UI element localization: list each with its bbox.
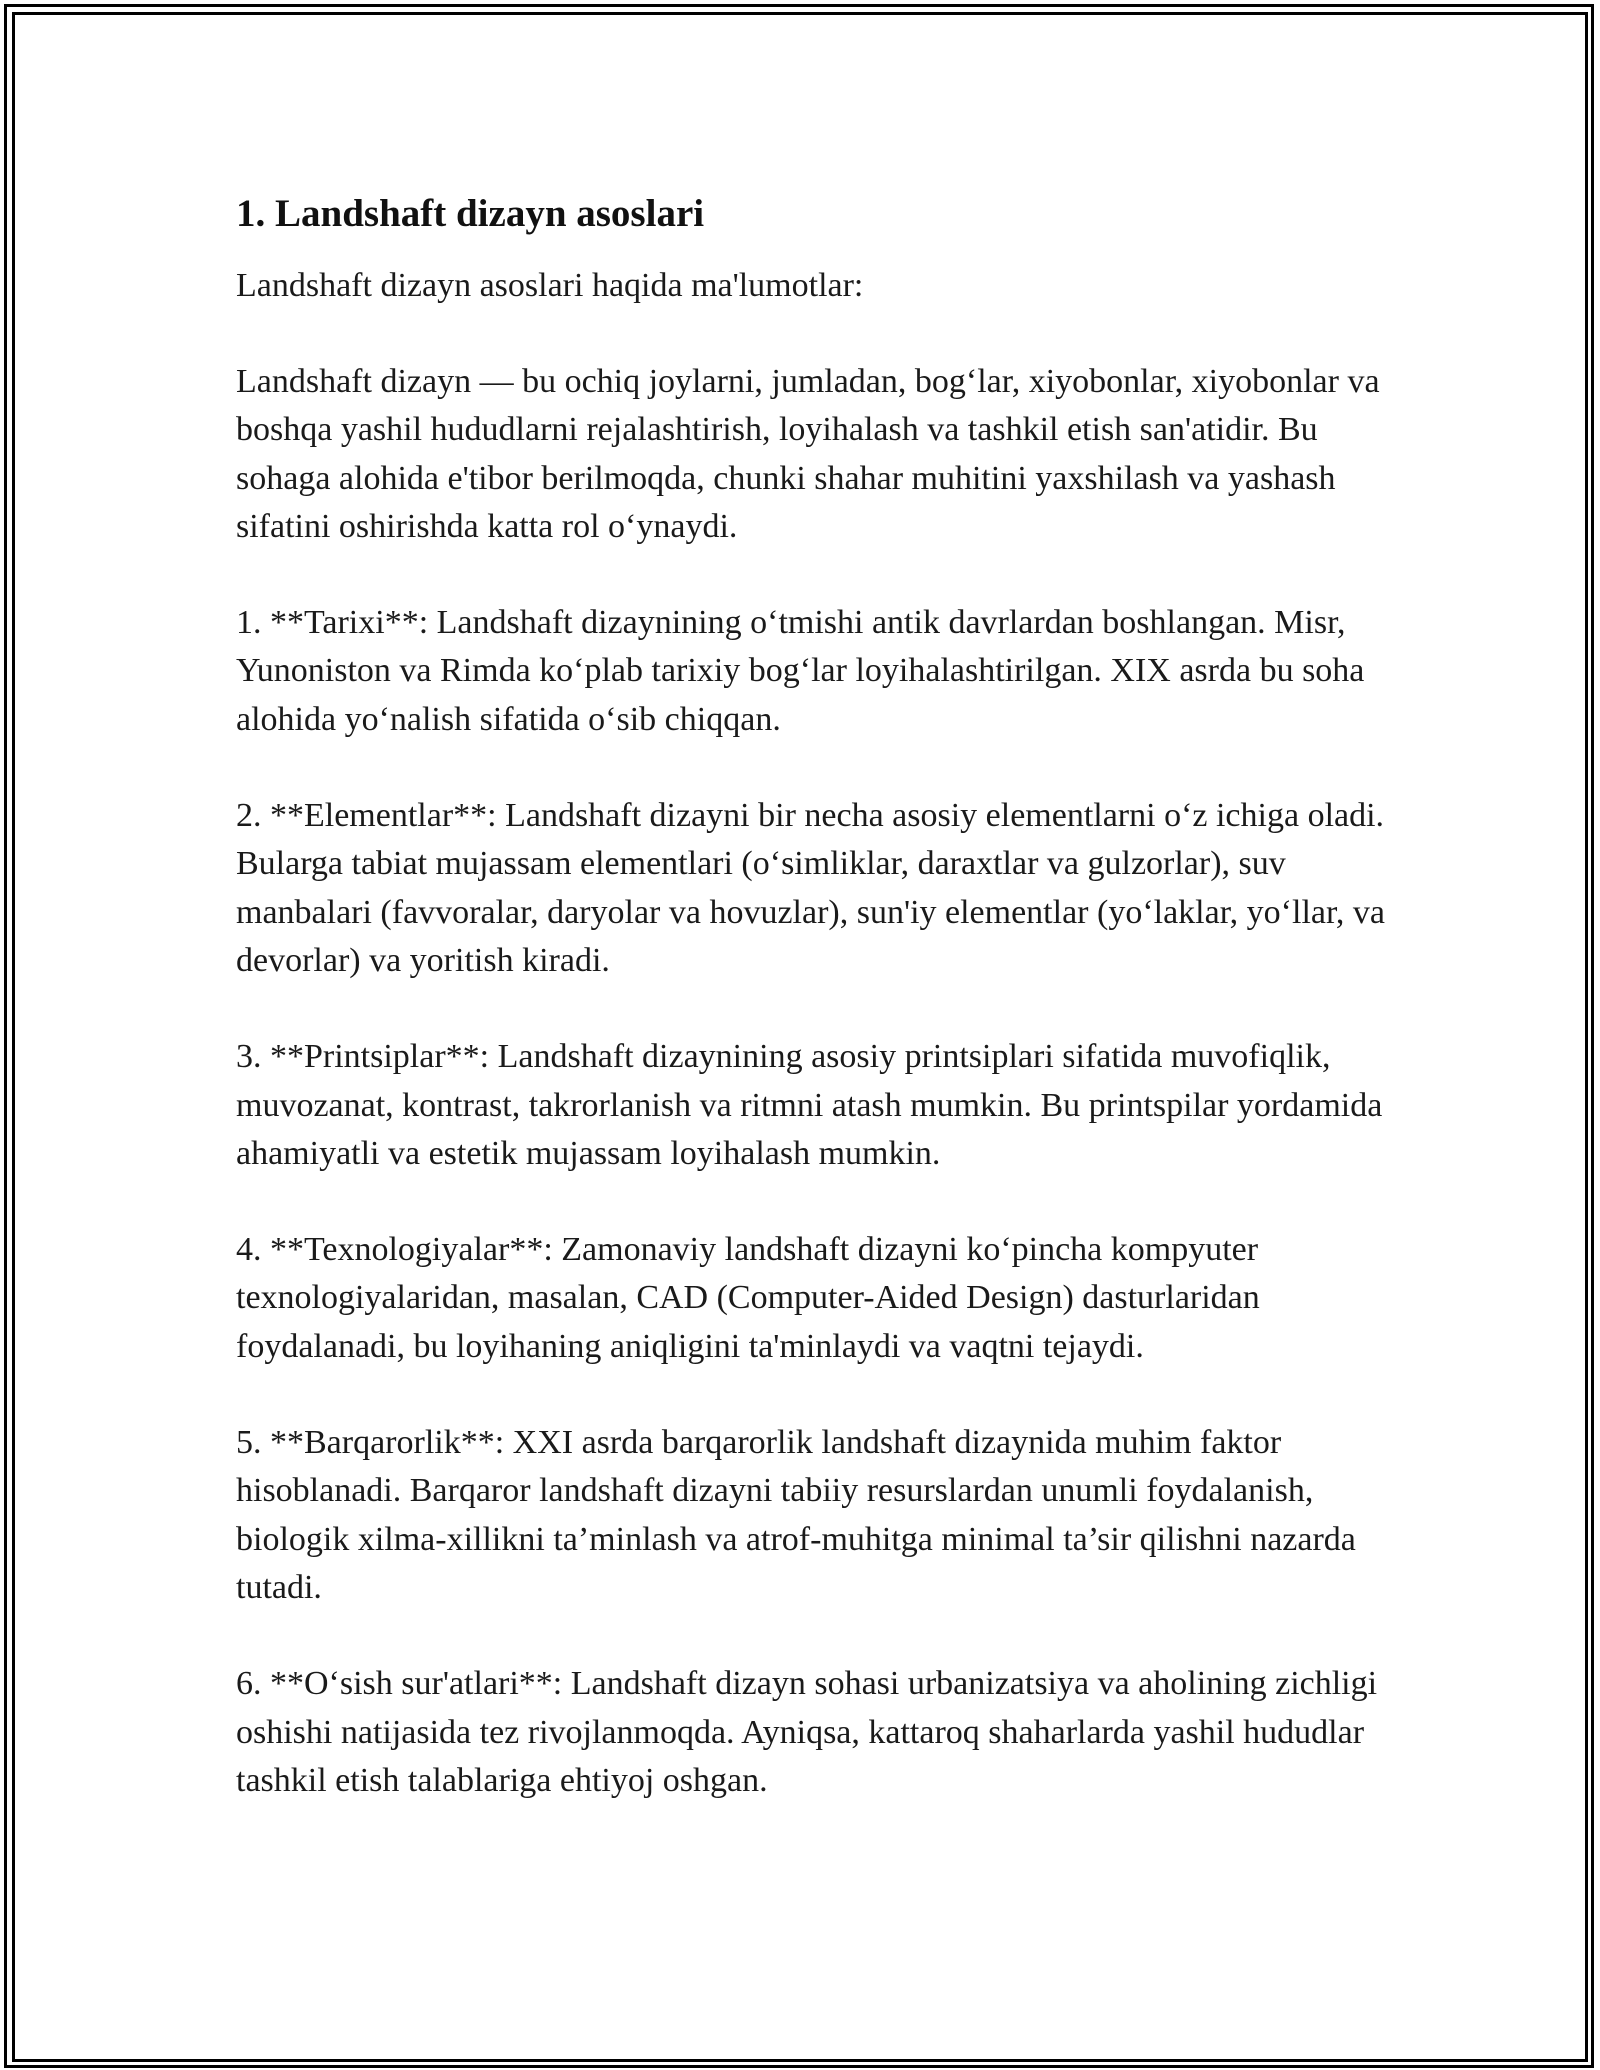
paragraph-sustainability: 5. **Barqarorlik**: XXI asrda barqarorlik landshaft dizaynida muhim faktor hisoblanadi. Barqaror landshaft dizayni tabiiy resurslardan unumli foydalanish, biologik xilma-xillikni ta’minlash va atrof-muhitga minimal ta’sir qilishni nazarda tutadi. xyxy=(236,1424,1356,1606)
document-title: 1. Landshaft dizayn asoslari xyxy=(236,192,705,235)
paragraph-technologies: 4. **Texnologiyalar**: Zamonaviy landshaft dizayni ko‘pincha kompyuter texnologiyalaridan, masalan, CAD (Computer-Aided Design) dasturlaridan foydalanadi, bu loyihaning aniqligini ta'minlaydi va vaqtni tejaydi. xyxy=(236,1231,1260,1365)
document-body xyxy=(236,188,1396,1805)
paragraph-history: 1. **Tarixi**: Landshaft dizaynining o‘tmishi antik davrlardan boshlangan. Misr, Yunoniston va Rimda ko‘plab tarixiy bog‘lar loyihalashtirilgan. XIX asrda bu soha alohida yo‘nalish sifatida o‘sib chiqqan. xyxy=(236,604,1365,738)
paragraph-elements: 2. **Elementlar**: Landshaft dizayni bir necha asosiy elementlarni o‘z ichiga oladi. Bularga tabiat mujassam elementlari (o‘simliklar, daraxtlar va gulzorlar), suv manbalari (favvoralar, daryolar va hovuzlar), sun'iy elementlar (yo‘laklar, yo‘llar, va devorlar) va yoritish kiradi. xyxy=(236,797,1386,979)
intro-line: Landshaft dizayn asoslari haqida ma'lumotlar: xyxy=(236,267,864,304)
paragraph-definition: Landshaft dizayn — bu ochiq joylarni, jumladan, bog‘lar, xiyobonlar, xiyobonlar va boshqa yashil hududlarni rejalashtirish, loyihalash va tashkil etish san'atidir. Bu sohaga alohida e'tibor berilmoqda, chunki shahar muhitini yaxshilash va yashash sifatini oshirishda katta rol o‘ynaydi. xyxy=(236,363,1380,545)
paragraph-principles: 3. **Printsiplar**: Landshaft dizaynining asosiy printsiplari sifatida muvofiqlik, muvozanat, kontrast, takrorlanish va ritmni atash mumkin. Bu printspilar yordamida ahamiyatli va estetik mujassam loyihalash mumkin. xyxy=(236,1038,1383,1172)
paragraph-growth: 6. **O‘sish sur'atlari**: Landshaft dizayn sohasi urbanizatsiya va aholining zichligi oshishi natijasida tez rivojlanmoqda. Ayniqsa, kattaroq shaharlarda yashil hududlar tashkil etish talablariga ehtiyoj oshgan. xyxy=(236,1665,1378,1799)
